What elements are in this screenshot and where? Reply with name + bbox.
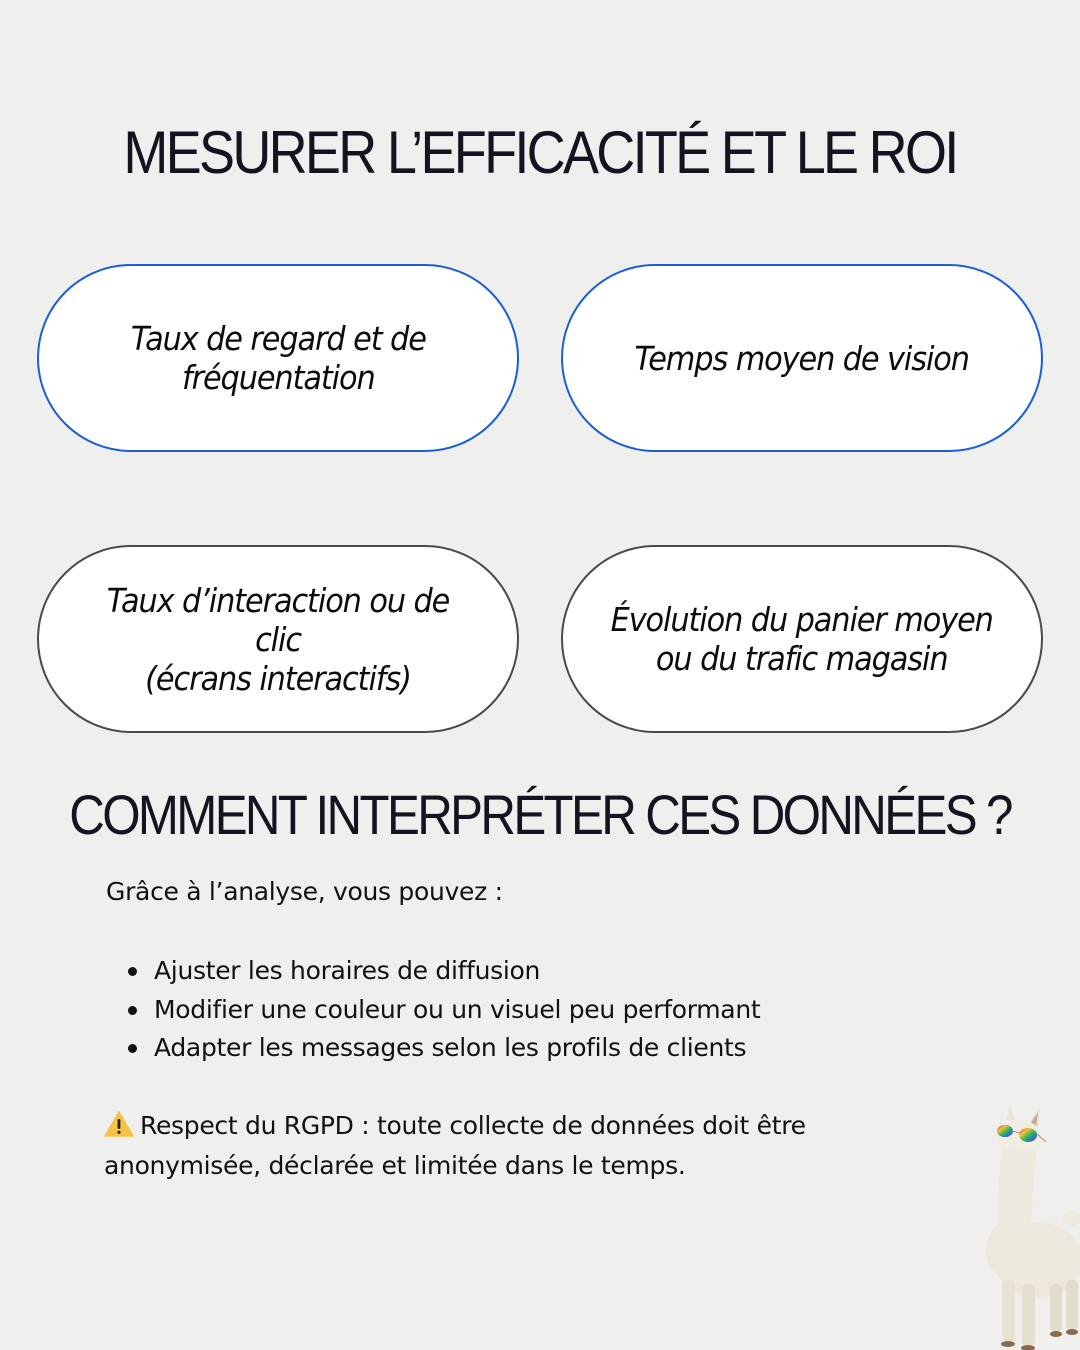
warning-icon (104, 1109, 134, 1135)
section-title-interpret: COMMENT INTERPRÉTER CES DONNÉES ? (69, 783, 1011, 846)
metric-label: Évolution du panier moyen ou du trafic magasin (610, 600, 994, 678)
bullet-icon (128, 1006, 137, 1015)
metric-pill-viewing-time (561, 264, 1043, 452)
metric-pill-interaction-rate (37, 545, 519, 733)
llama-illustration (960, 1100, 1080, 1350)
action-list (126, 952, 760, 1068)
bullet-icon (128, 967, 137, 976)
gdpr-warning: Respect du RGPD : toute collecte de données doit être anonymisée, déclarée et limitée dans le temps. (104, 1111, 806, 1180)
metric-label: Temps moyen de vision (634, 338, 970, 378)
metric-pill-gaze-rate (37, 264, 519, 452)
metric-label: Taux d’interaction ou de clic (écrans interactifs) (106, 580, 450, 698)
intro-text: Grâce à l’analyse, vous pouvez : (106, 877, 503, 906)
list-item: Ajuster les horaires de diffusion (126, 952, 760, 991)
bullet-icon (128, 1044, 137, 1053)
list-item: Modifier une couleur ou un visuel peu performant (126, 991, 760, 1030)
section-title-roi: MESURER L’EFFICACITÉ ET LE ROI (123, 119, 957, 186)
list-item: Adapter les messages selon les profils de clients (126, 1029, 760, 1068)
metric-label: Taux de regard et de fréquentation (130, 319, 426, 397)
metric-pill-basket-evolution (561, 545, 1043, 733)
